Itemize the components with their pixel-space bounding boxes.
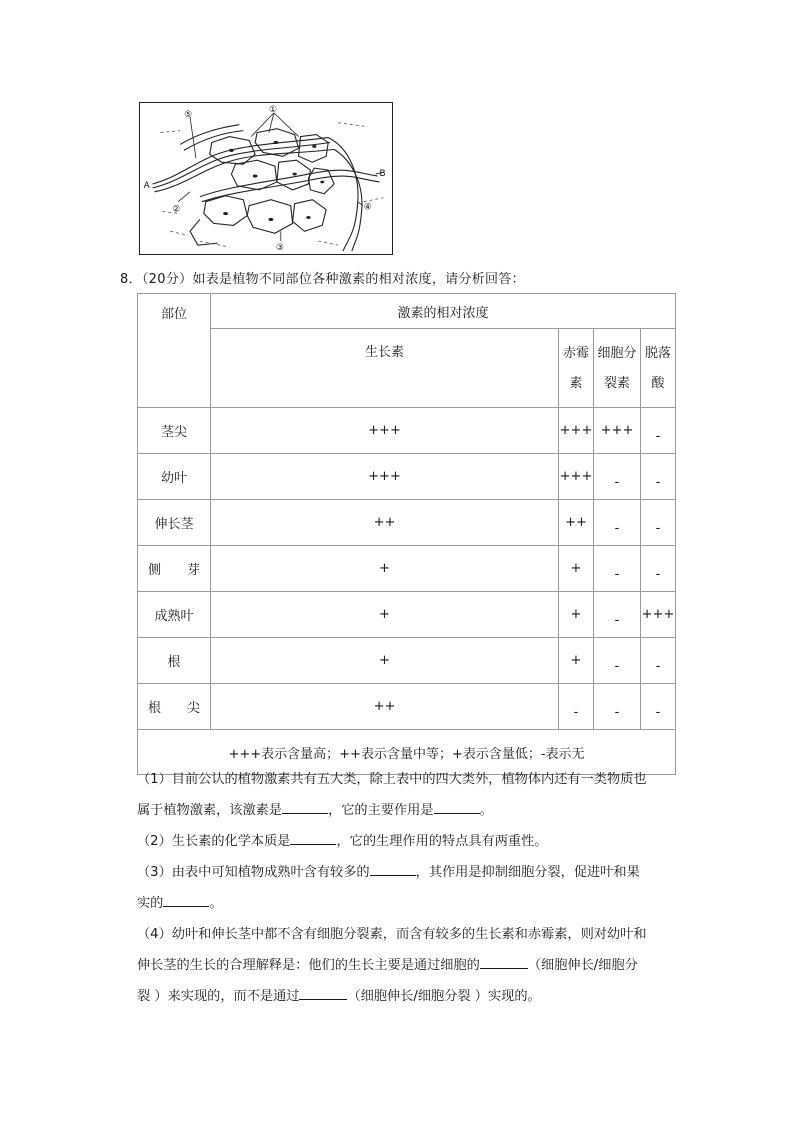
sub-question-1-line1: （1）目前公认的植物激素共有五大类，除上表中的四大类外，植物体内还有一类物质也	[137, 772, 647, 787]
abscisic-acid-cell: +++	[641, 592, 676, 638]
part-name: 伸长茎	[154, 517, 194, 532]
table-row	[138, 638, 676, 684]
q2-text-b: ，它的生理作用的特点具有两重性。	[336, 834, 548, 849]
abscisic-acid-header	[641, 329, 676, 408]
q2-text-a: （2）生长素的化学本质是	[137, 834, 291, 849]
table-row	[138, 408, 676, 454]
answer-blank[interactable]	[434, 799, 480, 814]
part-cell	[138, 546, 211, 592]
gibberellin-cell: +	[559, 638, 594, 684]
q4-text-e: （细胞伸长/细胞分裂 ）实现的。	[347, 989, 541, 1004]
question-heading	[120, 268, 525, 287]
answer-blank[interactable]	[299, 985, 347, 1000]
abscisic-acid-value: -	[655, 705, 661, 720]
answer-blank[interactable]	[480, 954, 528, 969]
cell-diagram	[140, 103, 392, 254]
part-cell	[138, 408, 211, 454]
figure-label-3: ③	[275, 243, 284, 254]
cytokinin-cell	[594, 638, 641, 684]
sub-question-4-line2	[137, 950, 677, 981]
part-name: 成熟叶	[154, 609, 194, 624]
part-header: 部位	[138, 294, 211, 408]
sub-question-4-line3	[137, 981, 677, 1012]
auxin-cell: +++	[211, 408, 559, 454]
abscisic-acid-value: -	[655, 429, 661, 444]
figure-label-a: A	[143, 180, 150, 191]
answer-blank[interactable]	[163, 892, 209, 907]
part-cell	[138, 500, 211, 546]
abscisic-acid-cell	[641, 408, 676, 454]
cytokinin-value: -	[614, 659, 620, 674]
gibberellin-cell: +++	[559, 454, 594, 500]
gibberellin-header-line2: 素	[569, 376, 583, 391]
gibberellin-cell: +	[559, 546, 594, 592]
figure-label-5: ⑤	[184, 109, 193, 120]
table-row	[138, 592, 676, 638]
question-points: （20分）	[141, 272, 193, 287]
abscisic-acid-cell	[641, 638, 676, 684]
table-header-row	[138, 294, 676, 329]
cytokinin-cell: +++	[594, 408, 641, 454]
abscisic-acid-cell	[641, 500, 676, 546]
answer-blank[interactable]	[290, 830, 336, 845]
hormone-table	[137, 293, 676, 775]
hormone-header-row	[138, 329, 676, 408]
cytokinin-cell	[594, 500, 641, 546]
figure-label-1: ①	[268, 104, 277, 115]
part-name-second: 尖	[187, 701, 201, 716]
sub-question-2	[137, 826, 677, 857]
gibberellin-cell: +	[559, 592, 594, 638]
abscisic-acid-value: -	[655, 567, 661, 582]
sub-question-3-line2	[137, 888, 677, 919]
q1-text-b: ，它的主要作用是	[328, 803, 434, 818]
figure-label-b: B	[379, 169, 386, 180]
part-cell	[138, 454, 211, 500]
abscisic-acid-cell	[641, 684, 676, 730]
sub-questions	[137, 764, 677, 1012]
answer-blank[interactable]	[370, 861, 416, 876]
part-cell	[138, 638, 211, 684]
cytokinin-header-line2: 裂素	[603, 376, 630, 391]
part-name-first: 根	[147, 701, 161, 716]
table-row	[138, 546, 676, 592]
part-name: 根	[167, 655, 181, 670]
part-name: 茎尖	[160, 425, 187, 440]
q3-text-b: ，其作用是抑制细胞分裂，促进叶和果	[415, 865, 640, 880]
auxin-cell: +	[211, 592, 559, 638]
cytokinin-header-line1: 细胞分	[597, 346, 637, 361]
cytokinin-value: -	[614, 705, 620, 720]
gibberellin-value: -	[573, 705, 579, 720]
auxin-header: 生长素	[211, 329, 559, 408]
sub-question-1-line2	[137, 795, 677, 826]
part-cell	[138, 592, 211, 638]
cytokinin-header	[594, 329, 641, 408]
gibberellin-cell	[559, 684, 594, 730]
q3-text-a: （3）由表中可知植物成熟叶含有较多的	[137, 865, 370, 880]
q4-text-b: 伸长茎的生长的合理解释是：他们的生长主要是通过细胞的	[137, 958, 480, 973]
auxin-cell: +	[211, 546, 559, 592]
abscisic-acid-value: -	[655, 521, 661, 536]
abscisic-acid-value: -	[655, 659, 661, 674]
sub-question-3-line1	[137, 857, 677, 888]
abscisic-acid-cell	[641, 454, 676, 500]
q3-text-c: 实的	[137, 896, 164, 911]
question-number: 8．	[120, 272, 142, 287]
part-name-first: 侧	[147, 563, 161, 578]
cell-structure-figure	[139, 102, 393, 255]
question-stem: 如表是植物不同部位各种激素的相对浓度，请分析回答：	[192, 272, 525, 287]
figure-label-4: ④	[363, 202, 372, 213]
auxin-cell: +	[211, 638, 559, 684]
gibberellin-cell: ++	[559, 500, 594, 546]
cytokinin-cell	[594, 592, 641, 638]
concentration-header: 激素的相对浓度	[211, 294, 676, 329]
cytokinin-cell	[594, 684, 641, 730]
cytokinin-value: -	[614, 475, 620, 490]
gibberellin-cell: +++	[559, 408, 594, 454]
table-row	[138, 454, 676, 500]
figure-label-2: ②	[172, 204, 181, 215]
part-name-second: 芽	[187, 563, 201, 578]
table-row	[138, 500, 676, 546]
q4-text-c: （细胞伸长/细胞分	[527, 958, 638, 973]
table-row	[138, 684, 676, 730]
part-name: 幼叶	[160, 471, 187, 486]
part-cell	[138, 684, 211, 730]
cytokinin-value: -	[614, 567, 620, 582]
cytokinin-value: -	[614, 613, 620, 628]
q1-text-a: 属于植物激素，该激素是	[137, 803, 283, 818]
abscisic-acid-header-line2: 酸	[651, 376, 665, 391]
gibberellin-header	[559, 329, 594, 408]
auxin-cell: +++	[211, 454, 559, 500]
abscisic-acid-header-line1: 脱落	[645, 346, 672, 361]
auxin-cell: ++	[211, 684, 559, 730]
abscisic-acid-value: -	[655, 475, 661, 490]
cytokinin-value: -	[614, 521, 620, 536]
cytokinin-cell	[594, 454, 641, 500]
table-footnote: +++表示含量高；++表示含量中等；+表示含量低；-表示无	[138, 730, 676, 775]
q4-text-d: 裂 ）来实现的，而不是通过	[137, 989, 300, 1004]
abscisic-acid-cell	[641, 546, 676, 592]
sub-question-4-line1: （4）幼叶和伸长茎中都不含有细胞分裂素，而含有较多的生长素和赤霉素，则对幼叶和	[137, 927, 647, 942]
cytokinin-cell	[594, 546, 641, 592]
q3-text-d: 。	[209, 896, 223, 911]
q1-text-c: 。	[479, 803, 493, 818]
answer-blank[interactable]	[282, 799, 328, 814]
auxin-cell: ++	[211, 500, 559, 546]
gibberellin-header-line1: 赤霉	[562, 346, 589, 361]
